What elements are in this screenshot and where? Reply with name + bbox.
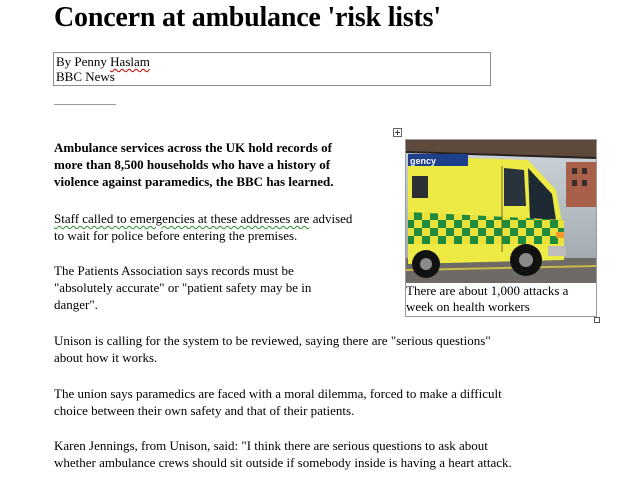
text-line: "absolutely accurate" or "patient safety may be in (54, 280, 312, 295)
byline-prefix: By Penny (56, 54, 111, 69)
ambulance-image (406, 140, 596, 283)
paragraph-3 (54, 262, 311, 313)
photo-caption (406, 283, 596, 315)
text-line: Karen Jennings, from Unison, said: "I think there are serious questions to ask about (54, 438, 488, 453)
text-line: Unison is calling for the system to be reviewed, saying there are "serious questions" (54, 333, 491, 348)
grammar-flagged-text: Staff called to emergencies at these addresses are (54, 211, 310, 226)
paragraph-2 (54, 210, 352, 244)
text-line (54, 210, 352, 227)
text-line: danger". (54, 297, 98, 312)
text-line: more than 8,500 households who have a history of (54, 157, 331, 172)
text-line: whether ambulance crews should sit outside if somebody inside is having a heart attack. (54, 455, 512, 470)
text-line: to wait for police before entering the premises. (54, 228, 298, 243)
paragraph-6 (54, 437, 512, 471)
lead-paragraph (54, 139, 334, 190)
paragraph-4 (54, 332, 491, 366)
table-move-handle-icon[interactable] (393, 128, 402, 137)
text-line: choice between their own safety and that of their patients. (54, 403, 355, 418)
ambulance-photo[interactable] (406, 140, 596, 283)
text-line: Ambulance services across the UK hold records of (54, 140, 332, 155)
byline-surname: Haslam (110, 54, 150, 69)
text-line: violence against paramedics, the BBC has learned. (54, 174, 334, 189)
byline-box[interactable] (53, 52, 491, 86)
van-sign-text: gency (410, 156, 437, 166)
article-headline: Concern at ambulance 'risk lists' (54, 2, 441, 33)
caption-line: week on health workers (406, 299, 530, 314)
text-line: about how it works. (54, 350, 158, 365)
byline-outlet: BBC News (56, 69, 115, 84)
text-line: The union says paramedics are faced with a moral dilemma, forced to make a difficult (54, 386, 502, 401)
caption-line: There are about 1,000 attacks a (406, 283, 569, 298)
text-run: advised (309, 211, 353, 226)
paragraph-5 (54, 385, 502, 419)
table-resize-handle-icon[interactable] (594, 317, 600, 323)
text-line: The Patients Association says records must be (54, 263, 294, 278)
byline-divider (54, 104, 116, 105)
byline-author (56, 54, 488, 69)
